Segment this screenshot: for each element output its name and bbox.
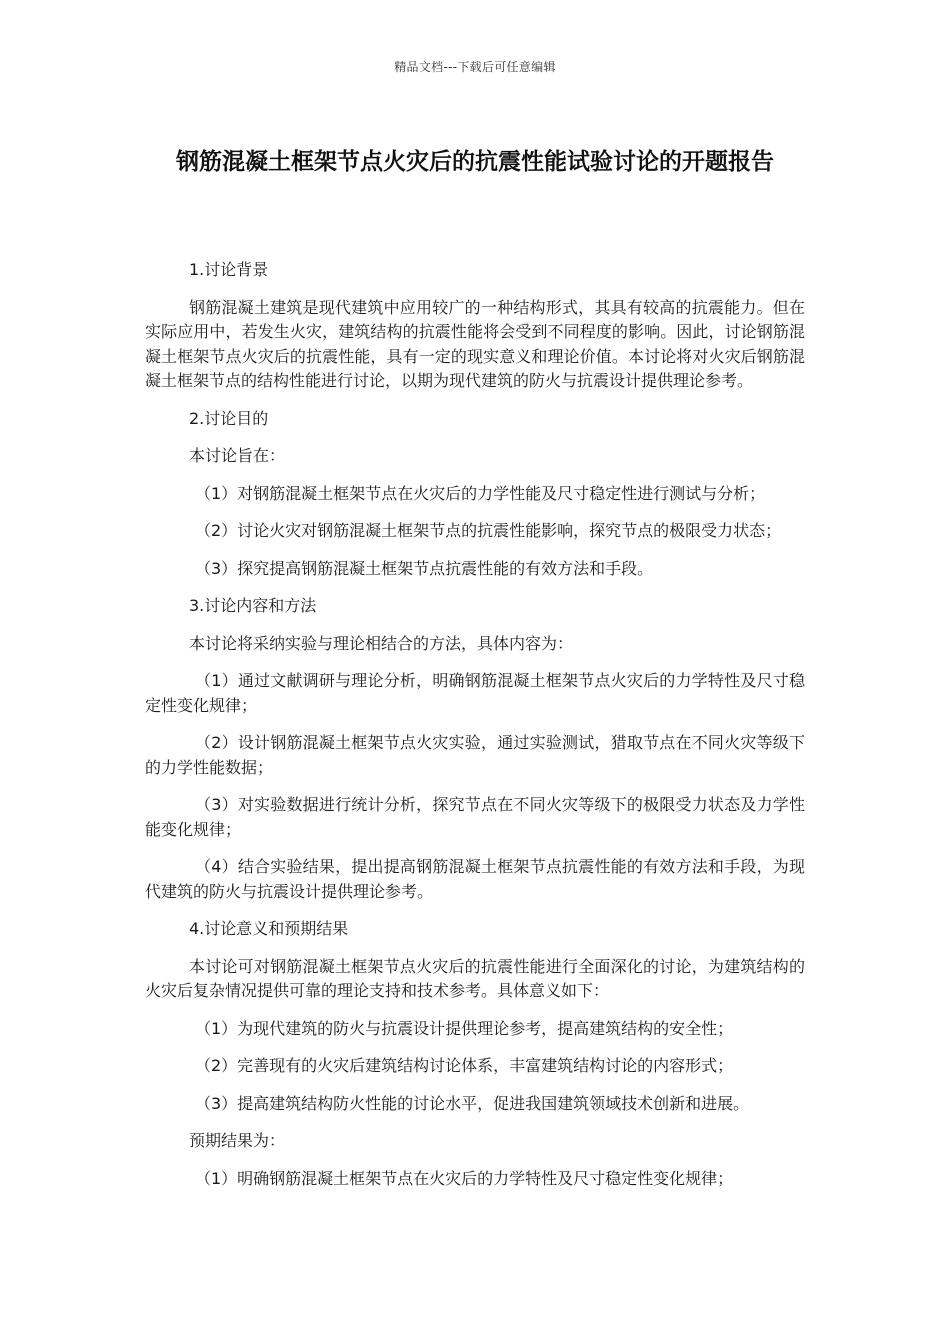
list-item: （1）明确钢筋混凝土框架节点在火灾后的力学特性及尺寸稳定性变化规律；	[195, 1168, 734, 1188]
list-item: （1）对钢筋混凝土框架节点在火灾后的力学性能及尺寸稳定性进行测试与分析；	[195, 483, 766, 503]
list-item: （2）设计钢筋混凝土框架节点火灾实验，通过实验测试，猎取节点在不同火灾等级下的力学性能数据；	[145, 733, 805, 777]
paragraph: 本讨论旨在：	[189, 446, 286, 465]
paragraph: 本讨论将采纳实验与理论相结合的方法，具体内容为：	[189, 633, 574, 653]
list-item: （1）为现代建筑的防火与抗震设计提供理论参考，提高建筑结构的安全性；	[195, 1018, 734, 1038]
paragraph: 本讨论可对钢筋混凝土框架节点火灾后的抗震性能进行全面深化的讨论，为建筑结构的火灾后复杂情况提供可靠的理论支持和技术参考。具体意义如下：	[145, 956, 805, 1000]
list-item: （1）通过文献调研与理论分析，明确钢筋混凝土框架节点火灾后的力学特性及尺寸稳定性变化规律；	[145, 671, 805, 715]
list-item: （3）对实验数据进行统计分析，探究节点在不同火灾等级下的极限受力状态及力学性能变化规律；	[145, 795, 805, 839]
list-item: （3）提高建筑结构防火性能的讨论水平，促进我国建筑领域技术创新和进展。	[195, 1093, 750, 1113]
page-header: 精品文档---下载后可任意编辑	[394, 60, 556, 74]
list-item: （3）探究提高钢筋混凝土框架节点抗震性能的有效方法和手段。	[195, 558, 654, 578]
document-body	[145, 258, 805, 1204]
section-heading: 3.讨论内容和方法	[189, 596, 317, 615]
section-heading: 1.讨论背景	[189, 260, 269, 279]
list-item: （4）结合实验结果，提出提高钢筋混凝土框架节点抗震性能的有效方法和手段，为现代建筑的防火与抗震设计提供理论参考。	[145, 857, 805, 901]
paragraph: 预期结果为：	[189, 1131, 286, 1150]
section-heading: 2.讨论目的	[189, 408, 269, 428]
list-item: （2）讨论火灾对钢筋混凝土框架节点的抗震性能影响，探究节点的极限受力状态；	[195, 521, 782, 540]
paragraph: 钢筋混凝土建筑是现代建筑中应用较广的一种结构形式，其具有较高的抗震能力。但在实际应用中，若发生火灾，建筑结构的抗震性能将会受到不同程度的影响。因此，讨论钢筋混凝土框架节点火灾后的抗震性能，具有一定的现实意义和理论价值。本讨论将对火灾后钢筋混凝土框架节点的结构性能进行讨论，以期为现代建筑的防火与抗震设计提供理论参考。	[145, 297, 805, 390]
list-item: （2）完善现有的火灾后建筑结构讨论体系，丰富建筑结构讨论的内容形式；	[195, 1056, 734, 1075]
document-title: 钢筋混凝土框架节点火灾后的抗震性能试验讨论的开题报告	[176, 149, 774, 175]
section-heading: 4.讨论意义和预期结果	[189, 919, 349, 938]
